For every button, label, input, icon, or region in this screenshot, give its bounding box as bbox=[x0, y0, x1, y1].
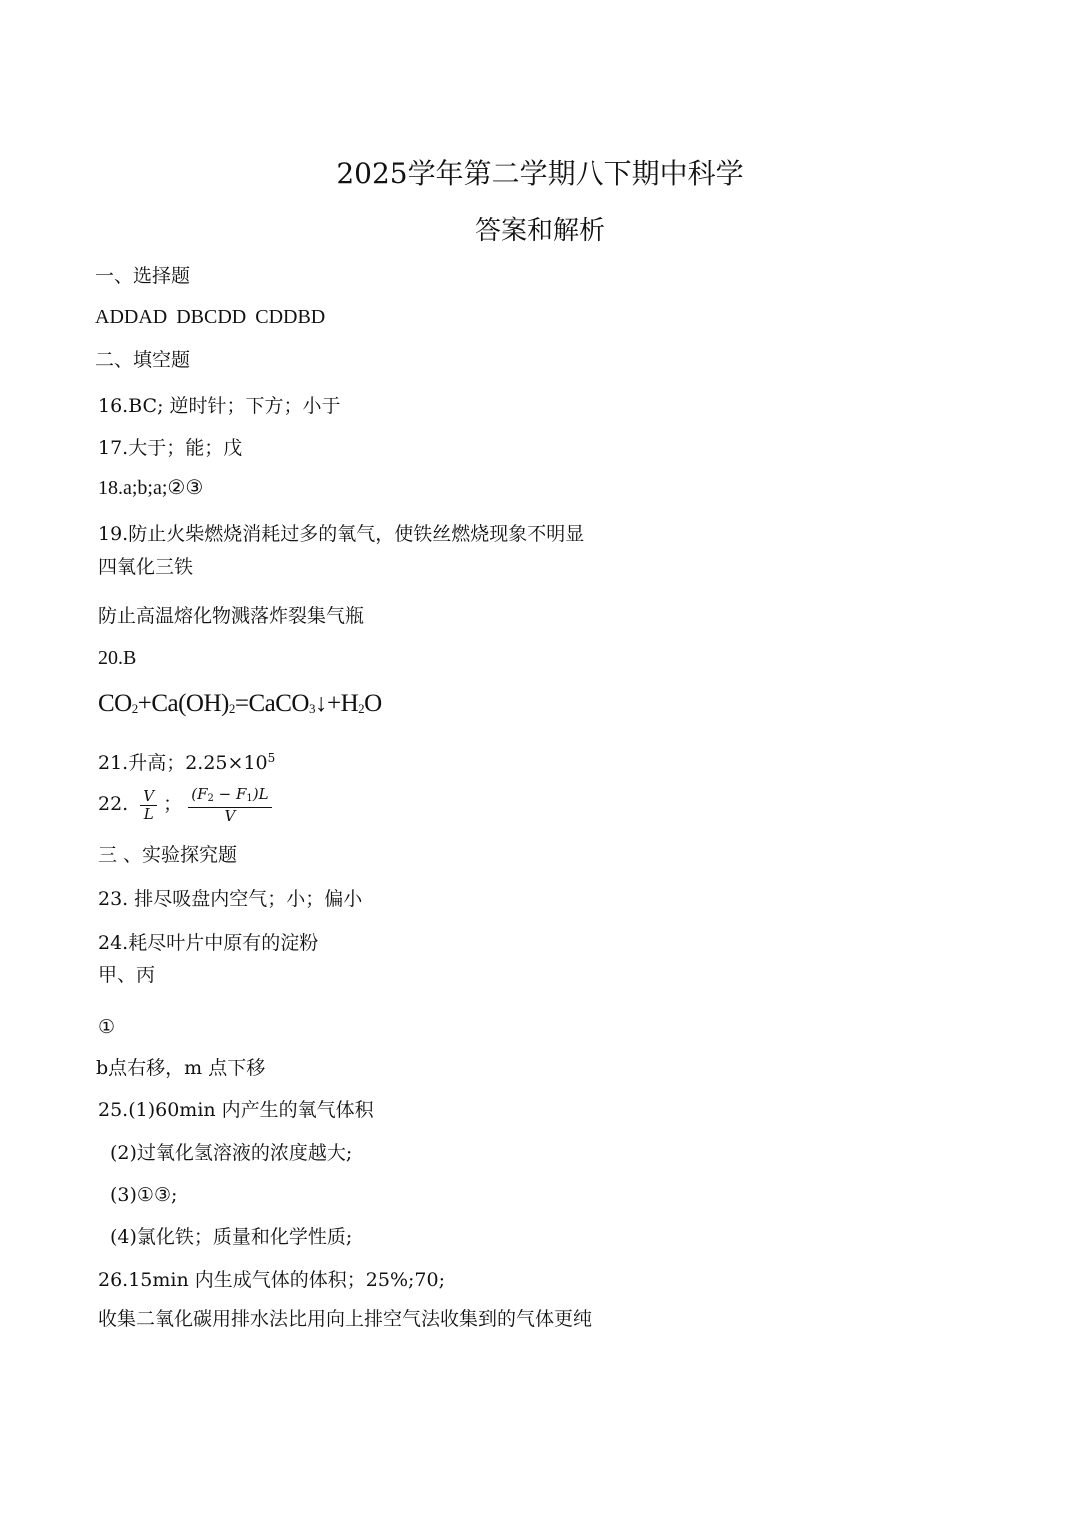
answer-21 bbox=[98, 746, 275, 775]
answer-26-line1: 26.15min 内生成气体的体积；25%;70; bbox=[98, 1269, 445, 1291]
fraction-v-over-l bbox=[140, 788, 157, 823]
answer-25-1: 25.(1)60min 内产生的氧气体积 bbox=[98, 1099, 374, 1121]
fraction-numerator: V bbox=[140, 788, 157, 806]
eq-part: +Ca(OH) bbox=[137, 690, 229, 717]
frac-text: − F bbox=[213, 784, 247, 803]
frac-text: (F bbox=[191, 784, 208, 803]
fraction-force-expression bbox=[188, 786, 271, 825]
fraction-numerator bbox=[188, 786, 271, 808]
eq-part: =CaCO bbox=[234, 690, 309, 717]
answer-25-3: (3)①③; bbox=[110, 1184, 178, 1206]
section-heading-choice: 一、选择题 bbox=[95, 265, 191, 287]
answer-19-line3: 防止高温熔化物溅落炸裂集气瓶 bbox=[98, 605, 365, 627]
answer-17: 17.大于；能；戊 bbox=[98, 437, 243, 459]
frac-subscript: 1 bbox=[246, 792, 253, 804]
section-heading-fill: 二、填空题 bbox=[95, 349, 191, 371]
frac-text: )L bbox=[252, 784, 269, 803]
answer-25-4: (4)氯化铁；质量和化学性质; bbox=[110, 1226, 353, 1248]
answer-24-line3: ① bbox=[98, 1016, 116, 1038]
answer-19-line2: 四氧化三铁 bbox=[98, 556, 194, 578]
section-heading-experiment: 三 、实验探究题 bbox=[98, 844, 238, 866]
answer-24-line1: 24.耗尽叶片中原有的淀粉 bbox=[98, 932, 319, 954]
eq-part: ↓+H bbox=[314, 690, 359, 717]
eq-subscript: 2 bbox=[358, 701, 365, 716]
answer-16: 16.BC; 逆时针；下方；小于 bbox=[98, 395, 341, 417]
fraction-denominator: V bbox=[224, 806, 236, 825]
fraction-denominator: L bbox=[143, 804, 154, 823]
choice-answers: ADDAD DBCDD CDDBD bbox=[95, 306, 326, 328]
eq-subscript: 2 bbox=[131, 701, 138, 716]
answer-22-separator: ； bbox=[163, 793, 183, 815]
answer-22-label: 22. bbox=[98, 793, 129, 815]
answer-25-2: (2)过氧化氢溶液的浓度越大; bbox=[110, 1142, 353, 1164]
answer-19-line1: 19.防止火柴燃烧消耗过多的氧气，使铁丝燃烧现象不明显 bbox=[98, 523, 585, 545]
answer-24-line4: b点右移，m 点下移 bbox=[96, 1057, 266, 1079]
answer-24-line2: 甲、丙 bbox=[98, 964, 156, 986]
answer-18: 18.a;b;a;②③ bbox=[98, 477, 204, 499]
answer-26-line2: 收集二氧化碳用排水法比用向上排空气法收集到的气体更纯 bbox=[98, 1308, 593, 1330]
eq-subscript: 3 bbox=[308, 701, 315, 716]
answer-20: 20.B bbox=[98, 647, 137, 669]
page-title: 2025学年第二学期八下期中科学 bbox=[336, 157, 744, 190]
page-subtitle: 答案和解析 bbox=[474, 216, 605, 246]
chemical-equation bbox=[98, 688, 382, 725]
frac-subscript: 2 bbox=[207, 792, 214, 804]
answer-21-exponent: 5 bbox=[267, 751, 276, 765]
answer-21-text: 21.升高；2.25×10 bbox=[98, 752, 268, 774]
eq-subscript: 2 bbox=[228, 701, 235, 716]
eq-part: O bbox=[364, 690, 382, 717]
eq-part: CO bbox=[98, 690, 132, 717]
answer-22 bbox=[98, 782, 272, 826]
answer-23: 23. 排尽吸盘内空气；小；偏小 bbox=[98, 888, 363, 910]
